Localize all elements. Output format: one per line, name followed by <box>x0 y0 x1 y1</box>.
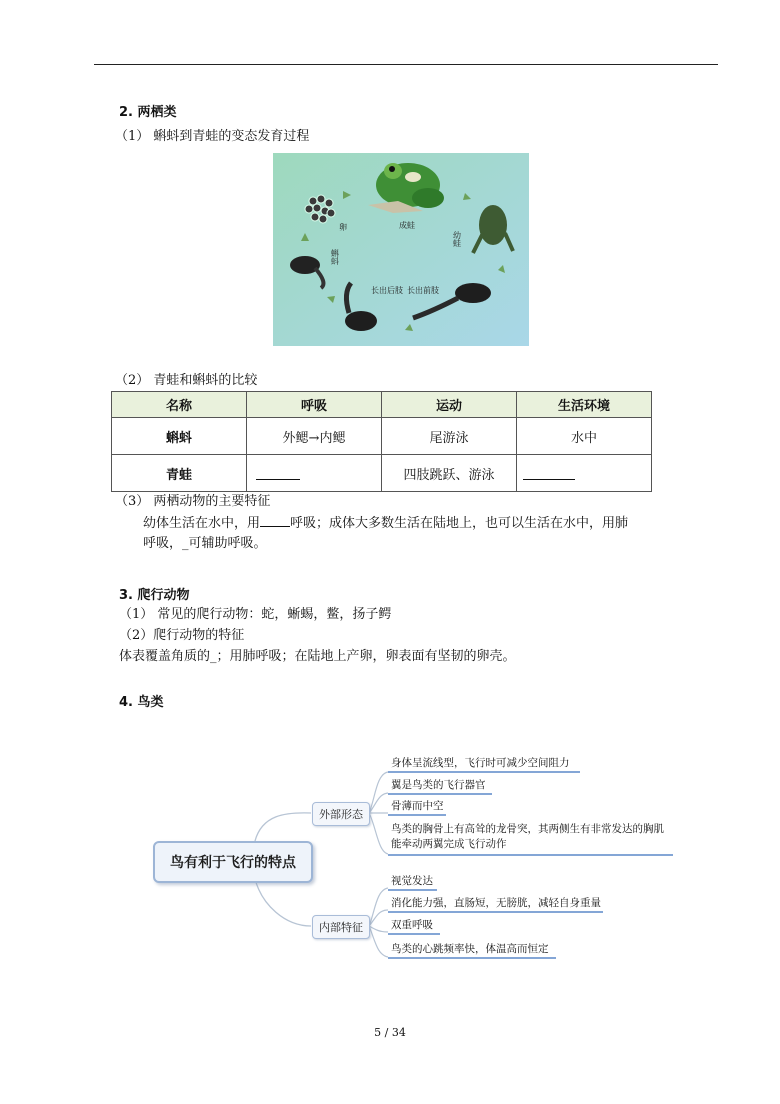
mindmap-leaf: 能牵动两翼完成飞行动作 <box>391 838 507 850</box>
header-habitat: 生活环境 <box>517 392 652 418</box>
subheading-metamorphosis: （1） 蝌蚪到青蛙的变态发育过程 <box>115 129 310 144</box>
mindmap-central-topic: 鸟有利于飞行的特点 <box>153 841 313 883</box>
features-line-2: 呼吸，_可辅助呼吸。 <box>143 536 267 551</box>
subheading-features: （3） 两栖动物的主要特征 <box>115 494 271 509</box>
reptiles-line-1: （1） 常见的爬行动物：蛇，蜥蜴，鳖，扬子鳄 <box>119 607 392 622</box>
cell-frog-name: 青蛙 <box>112 455 247 492</box>
section-heading-reptiles: 3. 爬行动物 <box>119 588 190 603</box>
subheading-comparison: （2） 青蛙和蝌蚪的比较 <box>115 373 258 388</box>
cell-frog-movement: 四肢跳跃、游泳 <box>382 455 517 492</box>
features-line-1: 幼体生活在水中，用 呼吸；成体大多数生活在陆地上，也可以生活在水中，用肺 <box>143 516 629 531</box>
label-tadpole: 蝌蚪 <box>330 249 340 265</box>
mindmap-leaf: 视觉发达 <box>391 875 433 887</box>
header-movement: 运动 <box>382 392 517 418</box>
cell-tadpole-habitat: 水中 <box>517 418 652 455</box>
cell-tadpole-movement: 尾游泳 <box>382 418 517 455</box>
label-young-frog: 幼蛙 <box>452 231 462 247</box>
mindmap-leaf: 鸟类的胸骨上有高耸的龙骨突，其两侧生有非常发达的胸肌 <box>391 823 664 835</box>
reptiles-line-3: 体表覆盖角质的_；用肺呼吸；在陆地上产卵，卵表面有坚韧的卵壳。 <box>119 649 516 664</box>
mindmap-leaf: 骨薄而中空 <box>391 800 444 812</box>
mindmap-leaf: 身体呈流线型，飞行时可减少空间阻力 <box>391 757 570 769</box>
header-name: 名称 <box>112 392 247 418</box>
mindmap-branch-external: 外部形态 <box>312 802 370 826</box>
mindmap-leaf: 消化能力强，直肠短，无膀胱，减轻自身重量 <box>391 897 601 909</box>
cell-tadpole-name: 蝌蚪 <box>112 418 247 455</box>
mindmap-branch-internal: 内部特征 <box>312 915 370 939</box>
page-number: 5 / 34 <box>374 1026 406 1039</box>
label-front-legs: 长出前肢 <box>407 286 439 295</box>
mindmap-leaf: 翼是鸟类的飞行器官 <box>391 779 486 791</box>
label-hind-legs: 长出后肢 <box>371 286 403 295</box>
mindmap-leaf: 双重呼吸 <box>391 919 433 931</box>
reptiles-line-2: （2）爬行动物的特征 <box>119 628 245 643</box>
label-adult-frog: 成蛙 <box>399 221 415 230</box>
cell-tadpole-breathing: 外鳃→内鳃 <box>247 418 382 455</box>
section-heading-amphibians: 2. 两栖类 <box>119 105 177 120</box>
section-heading-birds: 4. 鸟类 <box>119 695 164 710</box>
mindmap-leaf: 鸟类的心跳频率快，体温高而恒定 <box>391 943 549 955</box>
header-breathing: 呼吸 <box>247 392 382 418</box>
label-eggs: 卵 <box>339 223 347 232</box>
